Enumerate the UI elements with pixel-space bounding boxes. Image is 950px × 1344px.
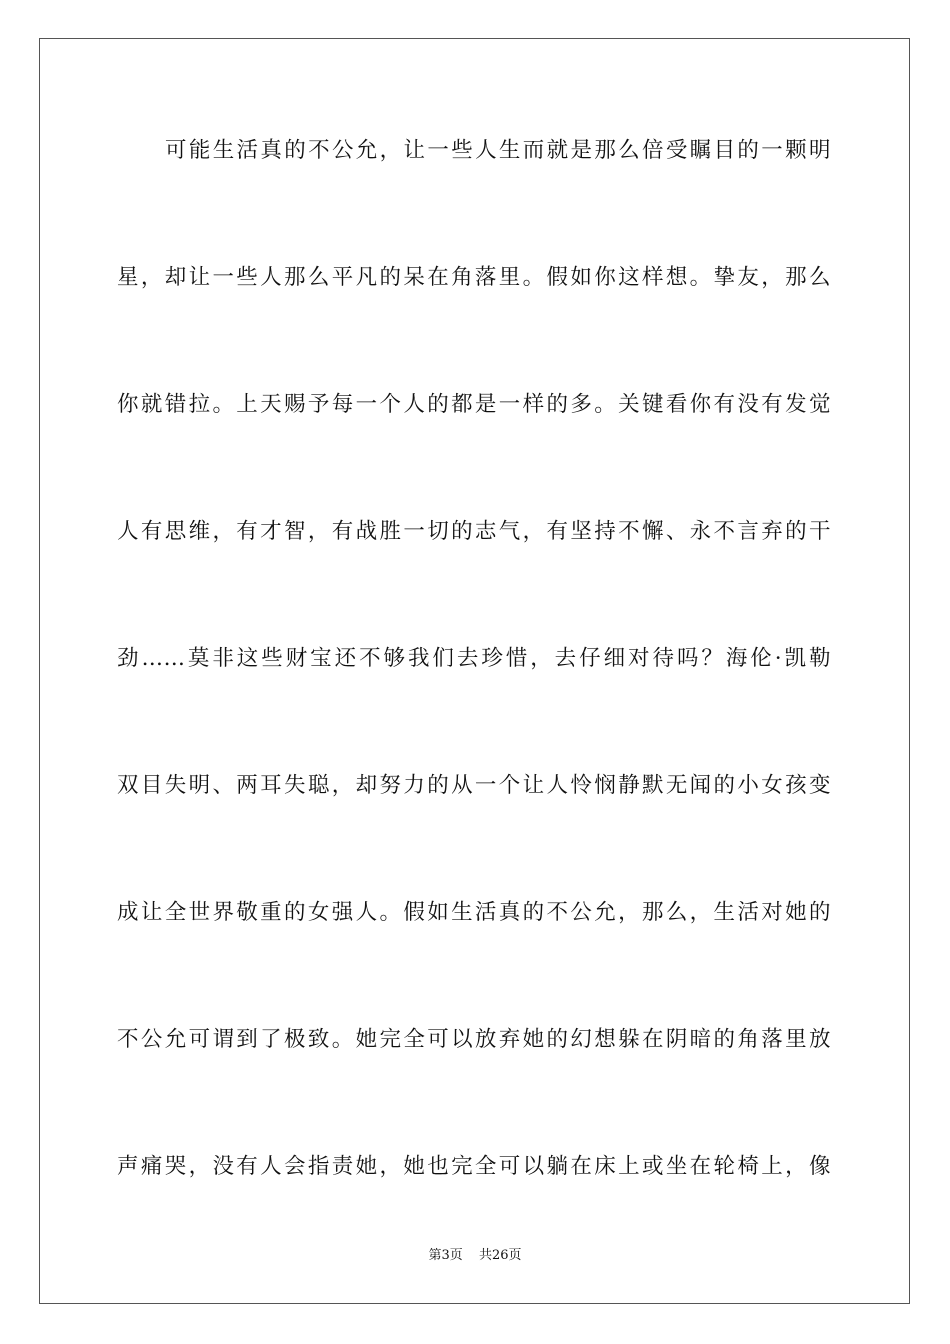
text-line: 劲……莫非这些财宝还不够我们去珍惜，去仔细对待吗？海伦·凯勒 xyxy=(117,646,831,671)
body-text xyxy=(117,128,831,1271)
text-line: 星，却让一些人那么平凡的呆在角落里。假如你这样想。挚友，那么 xyxy=(117,265,831,290)
text-line: 声痛哭，没有人会指责她，她也完全可以躺在床上或坐在轮椅上，像 xyxy=(117,1154,831,1179)
text-line: 人有思维，有才智，有战胜一切的志气，有坚持不懈、永不言弃的干 xyxy=(117,519,831,544)
page-total: 共26页 xyxy=(478,1248,522,1263)
text-line: 双目失明、两耳失聪，却努力的从一个让人怜悯静默无闻的小女孩变 xyxy=(117,773,831,798)
page-footer xyxy=(0,1247,950,1265)
text-line: 成让全世界敬重的女强人。假如生活真的不公允，那么，生活对她的 xyxy=(117,900,831,925)
text-line: 你就错拉。上天赐予每一个人的都是一样的多。关键看你有没有发觉 xyxy=(117,392,831,417)
page-number: 第3页 xyxy=(428,1248,463,1263)
text-line: 可能生活真的不公允，让一些人生而就是那么倍受瞩目的一颗明 xyxy=(165,138,831,163)
text-line: 不公允可谓到了极致。她完全可以放弃她的幻想躲在阴暗的角落里放 xyxy=(117,1027,831,1052)
